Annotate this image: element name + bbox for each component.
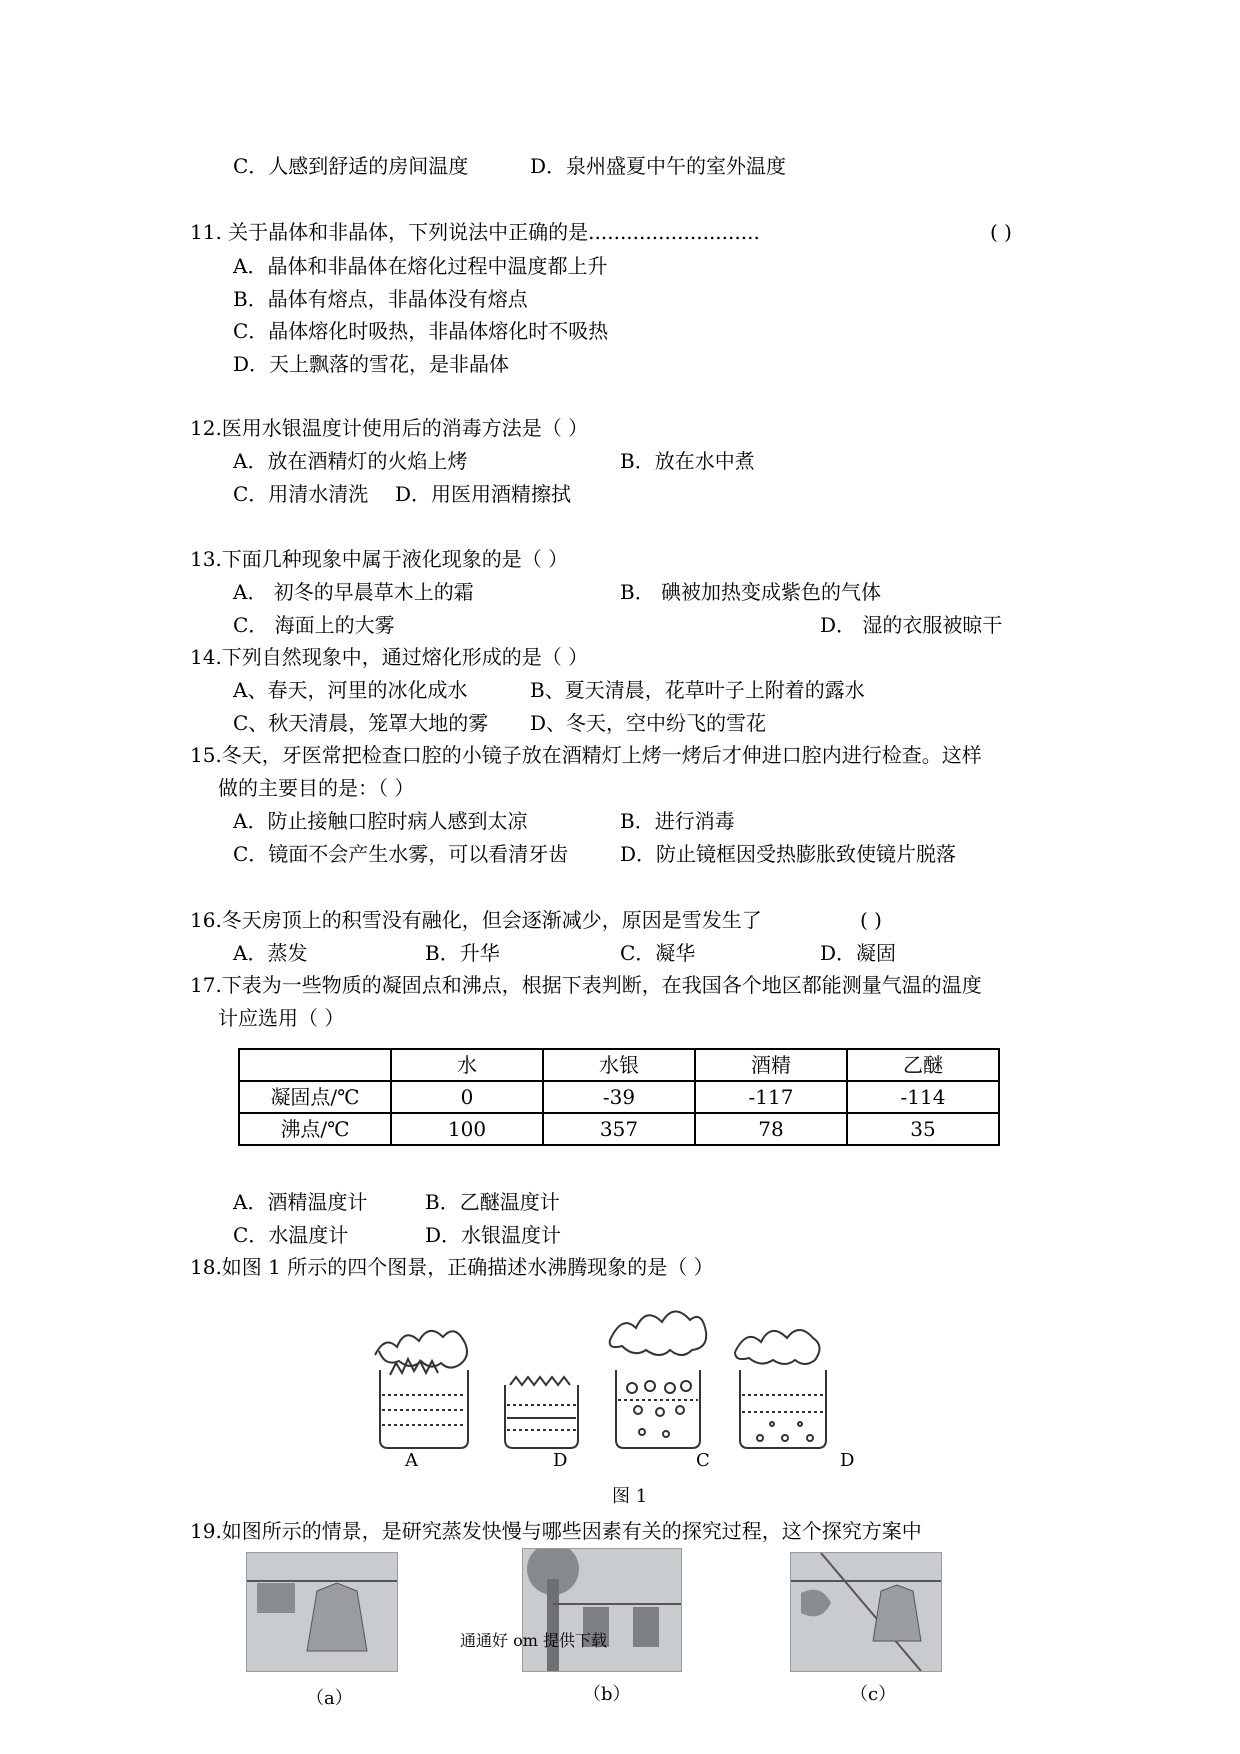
- q14-option-d: D、冬天，空中纷飞的雪花: [530, 711, 767, 735]
- q16-option-d: D．凝固: [820, 941, 897, 965]
- scene-a-image: [246, 1552, 398, 1672]
- q15-option-d: D．防止镜框因受热膨胀致使镜片脱落: [620, 842, 957, 866]
- table-cell: -114: [847, 1081, 999, 1113]
- freezing-boiling-point-table: [238, 1048, 1000, 1146]
- beaker-label-a: A: [405, 1450, 418, 1471]
- table-cell: -117: [695, 1081, 847, 1113]
- table-header-row: [239, 1049, 999, 1081]
- q10-option-d: D．泉州盛夏中午的室外温度: [530, 154, 787, 178]
- q15-option-a: A．防止接触口腔时病人感到太凉: [233, 809, 528, 833]
- q11-option-b: B．晶体有熔点，非晶体没有熔点: [233, 287, 528, 311]
- q10-option-c: C．人感到舒适的房间温度: [233, 154, 469, 178]
- table-cell: -39: [543, 1081, 695, 1113]
- q15-option-c: C．镜面不会产生水雾，可以看清牙齿: [233, 842, 569, 866]
- q11-option-a: A．晶体和非晶体在熔化过程中温度都上升: [233, 254, 608, 278]
- q16-stem: 16.冬天房顶上的积雪没有融化，但会逐渐减少，原因是雪发生了: [190, 908, 762, 932]
- beaker-label-c: C: [696, 1450, 710, 1471]
- scene-b-image: [522, 1548, 682, 1672]
- q11-stem: 11. 关于晶体和非晶体，下列说法中正确的是...........................: [190, 220, 760, 244]
- q13-option-b: B． 碘被加热变成紫色的气体: [620, 580, 882, 604]
- q17-option-c: C．水温度计: [233, 1223, 349, 1247]
- beaker-b-illustration: [505, 1377, 578, 1448]
- q13-option-c: C． 海面上的大雾: [233, 613, 395, 637]
- table-row: [239, 1113, 999, 1145]
- q13-stem: 13.下面几种现象中属于液化现象的是（ ）: [190, 547, 569, 571]
- table-cell: [239, 1049, 391, 1081]
- beaker-label-d: D: [840, 1450, 855, 1471]
- table-row: [239, 1081, 999, 1113]
- q15-stem-line2: 做的主要目的是：（ ）: [218, 776, 415, 800]
- scene-b-caption: （b）: [583, 1684, 631, 1705]
- boiling-water-figure: [360, 1300, 880, 1480]
- scene-a-caption: （a）: [306, 1688, 353, 1709]
- q14-option-a: A、春天，河里的冰化成水: [233, 678, 468, 702]
- table-cell: 35: [847, 1113, 999, 1145]
- q18-stem: 18.如图 1 所示的四个图景，正确描述水沸腾现象的是（ ）: [190, 1255, 714, 1279]
- q14-option-b: B、夏天清晨，花草叶子上附着的露水: [530, 678, 865, 702]
- q17-stem-line1: 17.下表为一些物质的凝固点和沸点，根据下表判断，在我国各个地区都能测量气温的温度: [190, 973, 982, 997]
- table-cell: 0: [391, 1081, 543, 1113]
- q16-option-a: A．蒸发: [233, 941, 308, 965]
- scene-c-caption: （c）: [850, 1684, 897, 1705]
- q11-option-c: C．晶体熔化时吸热，非晶体熔化时不吸热: [233, 319, 609, 343]
- table-cell: 凝固点/℃: [239, 1081, 391, 1113]
- q12-option-d: D．用医用酒精擦拭: [395, 482, 572, 506]
- q17-option-d: D．水银温度计: [425, 1223, 562, 1247]
- q12-option-b: B．放在水中煮: [620, 449, 755, 473]
- q11-answer-paren: ( ): [990, 220, 1012, 244]
- q17-stem-line2: 计应选用（ ）: [218, 1006, 345, 1030]
- q15-stem-line1: 15.冬天，牙医常把检查口腔的小镜子放在酒精灯上烤一烤后才伸进口腔内进行检查。这样: [190, 743, 982, 767]
- q16-option-c: C．凝华: [620, 941, 696, 965]
- q11-option-d: D．天上飘落的雪花，是非晶体: [233, 352, 510, 376]
- q13-option-d: D． 湿的衣服被晾干: [820, 613, 1003, 637]
- table-cell: 100: [391, 1113, 543, 1145]
- table-cell: 沸点/℃: [239, 1113, 391, 1145]
- table-cell: 357: [543, 1113, 695, 1145]
- q12-option-a: A．放在酒精灯的火焰上烤: [233, 449, 468, 473]
- q12-stem: 12.医用水银温度计使用后的消毒方法是（ ）: [190, 416, 589, 440]
- q16-answer-paren: ( ): [860, 908, 882, 932]
- scene-c-image: [790, 1552, 942, 1672]
- figure-caption: 图 1: [612, 1486, 648, 1507]
- table-cell: 78: [695, 1113, 847, 1145]
- q17-option-a: A．酒精温度计: [233, 1190, 368, 1214]
- q12-option-c: C．用清水清洗: [233, 482, 369, 506]
- q15-option-b: B．进行消毒: [620, 809, 735, 833]
- table-cell: 水: [391, 1049, 543, 1081]
- q16-option-b: B．升华: [425, 941, 500, 965]
- q14-stem: 14.下列自然现象中，通过熔化形成的是（ ）: [190, 645, 589, 669]
- q17-option-b: B．乙醚温度计: [425, 1190, 560, 1214]
- beaker-label-b: D: [553, 1450, 568, 1471]
- q19-stem: 19.如图所示的情景，是研究蒸发快慢与哪些因素有关的探究过程，这个探究方案中: [190, 1519, 922, 1543]
- beaker-a-illustration: [375, 1331, 468, 1448]
- table-cell: 酒精: [695, 1049, 847, 1081]
- table-cell: 水银: [543, 1049, 695, 1081]
- beaker-c-illustration: [610, 1311, 706, 1448]
- q14-option-c: C、秋天清晨，笼罩大地的雾: [233, 711, 489, 735]
- beaker-d-illustration: [735, 1330, 826, 1448]
- download-source-footer: 通通好 om 提供下载: [460, 1631, 607, 1650]
- q13-option-a: A． 初冬的早晨草木上的霜: [233, 580, 474, 604]
- table-cell: 乙醚: [847, 1049, 999, 1081]
